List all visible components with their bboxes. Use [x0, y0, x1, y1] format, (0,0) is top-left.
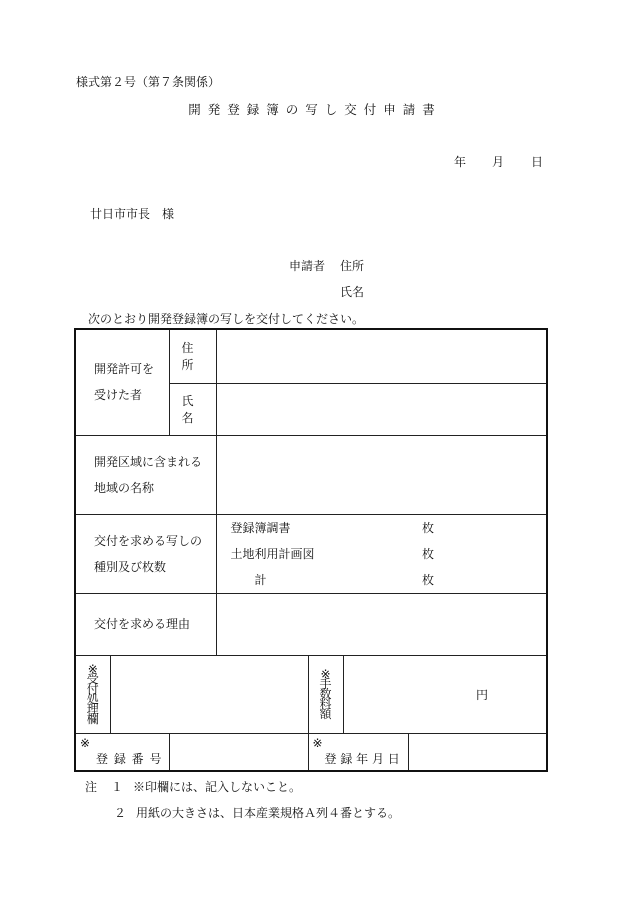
receipt-processing-field — [110, 655, 308, 733]
applicant-role: 申請者 — [289, 259, 326, 273]
copy-type-row: 登録簿調書 枚 — [230, 520, 434, 535]
area-name-field[interactable] — [216, 435, 547, 514]
addressee: 廿日市市長 様 — [90, 207, 175, 221]
copies-label: 交付を求める写しの 種別及び枚数 — [75, 514, 216, 593]
application-table — [74, 328, 548, 772]
copies-field[interactable] — [216, 514, 547, 593]
registration-date-field — [408, 733, 547, 771]
lead-text: 次のとおり開発登録簿の写しを交付してください。 — [88, 312, 365, 326]
fee-amount-label: ※ 手 数 料 額 — [308, 655, 343, 733]
note-2: ２ 用紙の大きさは、日本産業規格Ａ列４番とする。 — [114, 806, 401, 820]
fee-amount-field — [343, 655, 547, 733]
registration-number-field — [169, 733, 308, 771]
holder-address-field[interactable] — [216, 329, 547, 383]
date-day-label: 日 — [531, 155, 544, 169]
applicant-address-label: 住所 — [340, 259, 365, 273]
applicant-name-label: 氏名 — [340, 285, 365, 299]
holder-name-field[interactable] — [216, 383, 547, 435]
form-number: 様式第２号（第７条関係） — [76, 75, 221, 89]
receipt-processing-label: ※ 受 付 処 理 欄 — [75, 655, 110, 733]
reason-field[interactable] — [216, 593, 547, 655]
registration-date-label: ※ 登 録 年 月 日 — [308, 733, 408, 771]
holder-name-label: 氏 名 — [169, 383, 216, 435]
reason-label: 交付を求める理由 — [75, 593, 216, 655]
copy-type-row: 土地利用計画図 枚 — [230, 546, 434, 561]
note-1: 注 １ ※印欄には、記入しないこと。 — [85, 780, 302, 794]
fee-unit: 円 — [475, 687, 488, 702]
copy-type-total-row: 計 枚 — [230, 572, 434, 587]
area-name-label: 開発区域に含まれる 地域の名称 — [75, 435, 216, 514]
permit-holder-label: 開発許可を 受けた者 — [75, 329, 169, 435]
registration-number-label: ※ 登 録 番 号 — [75, 733, 169, 771]
date-month-label: 月 — [492, 155, 505, 169]
holder-address-label: 住 所 — [169, 329, 216, 383]
document-title: 開発登録簿の写し交付申請書 — [188, 102, 442, 117]
date-year-label: 年 — [454, 155, 467, 169]
